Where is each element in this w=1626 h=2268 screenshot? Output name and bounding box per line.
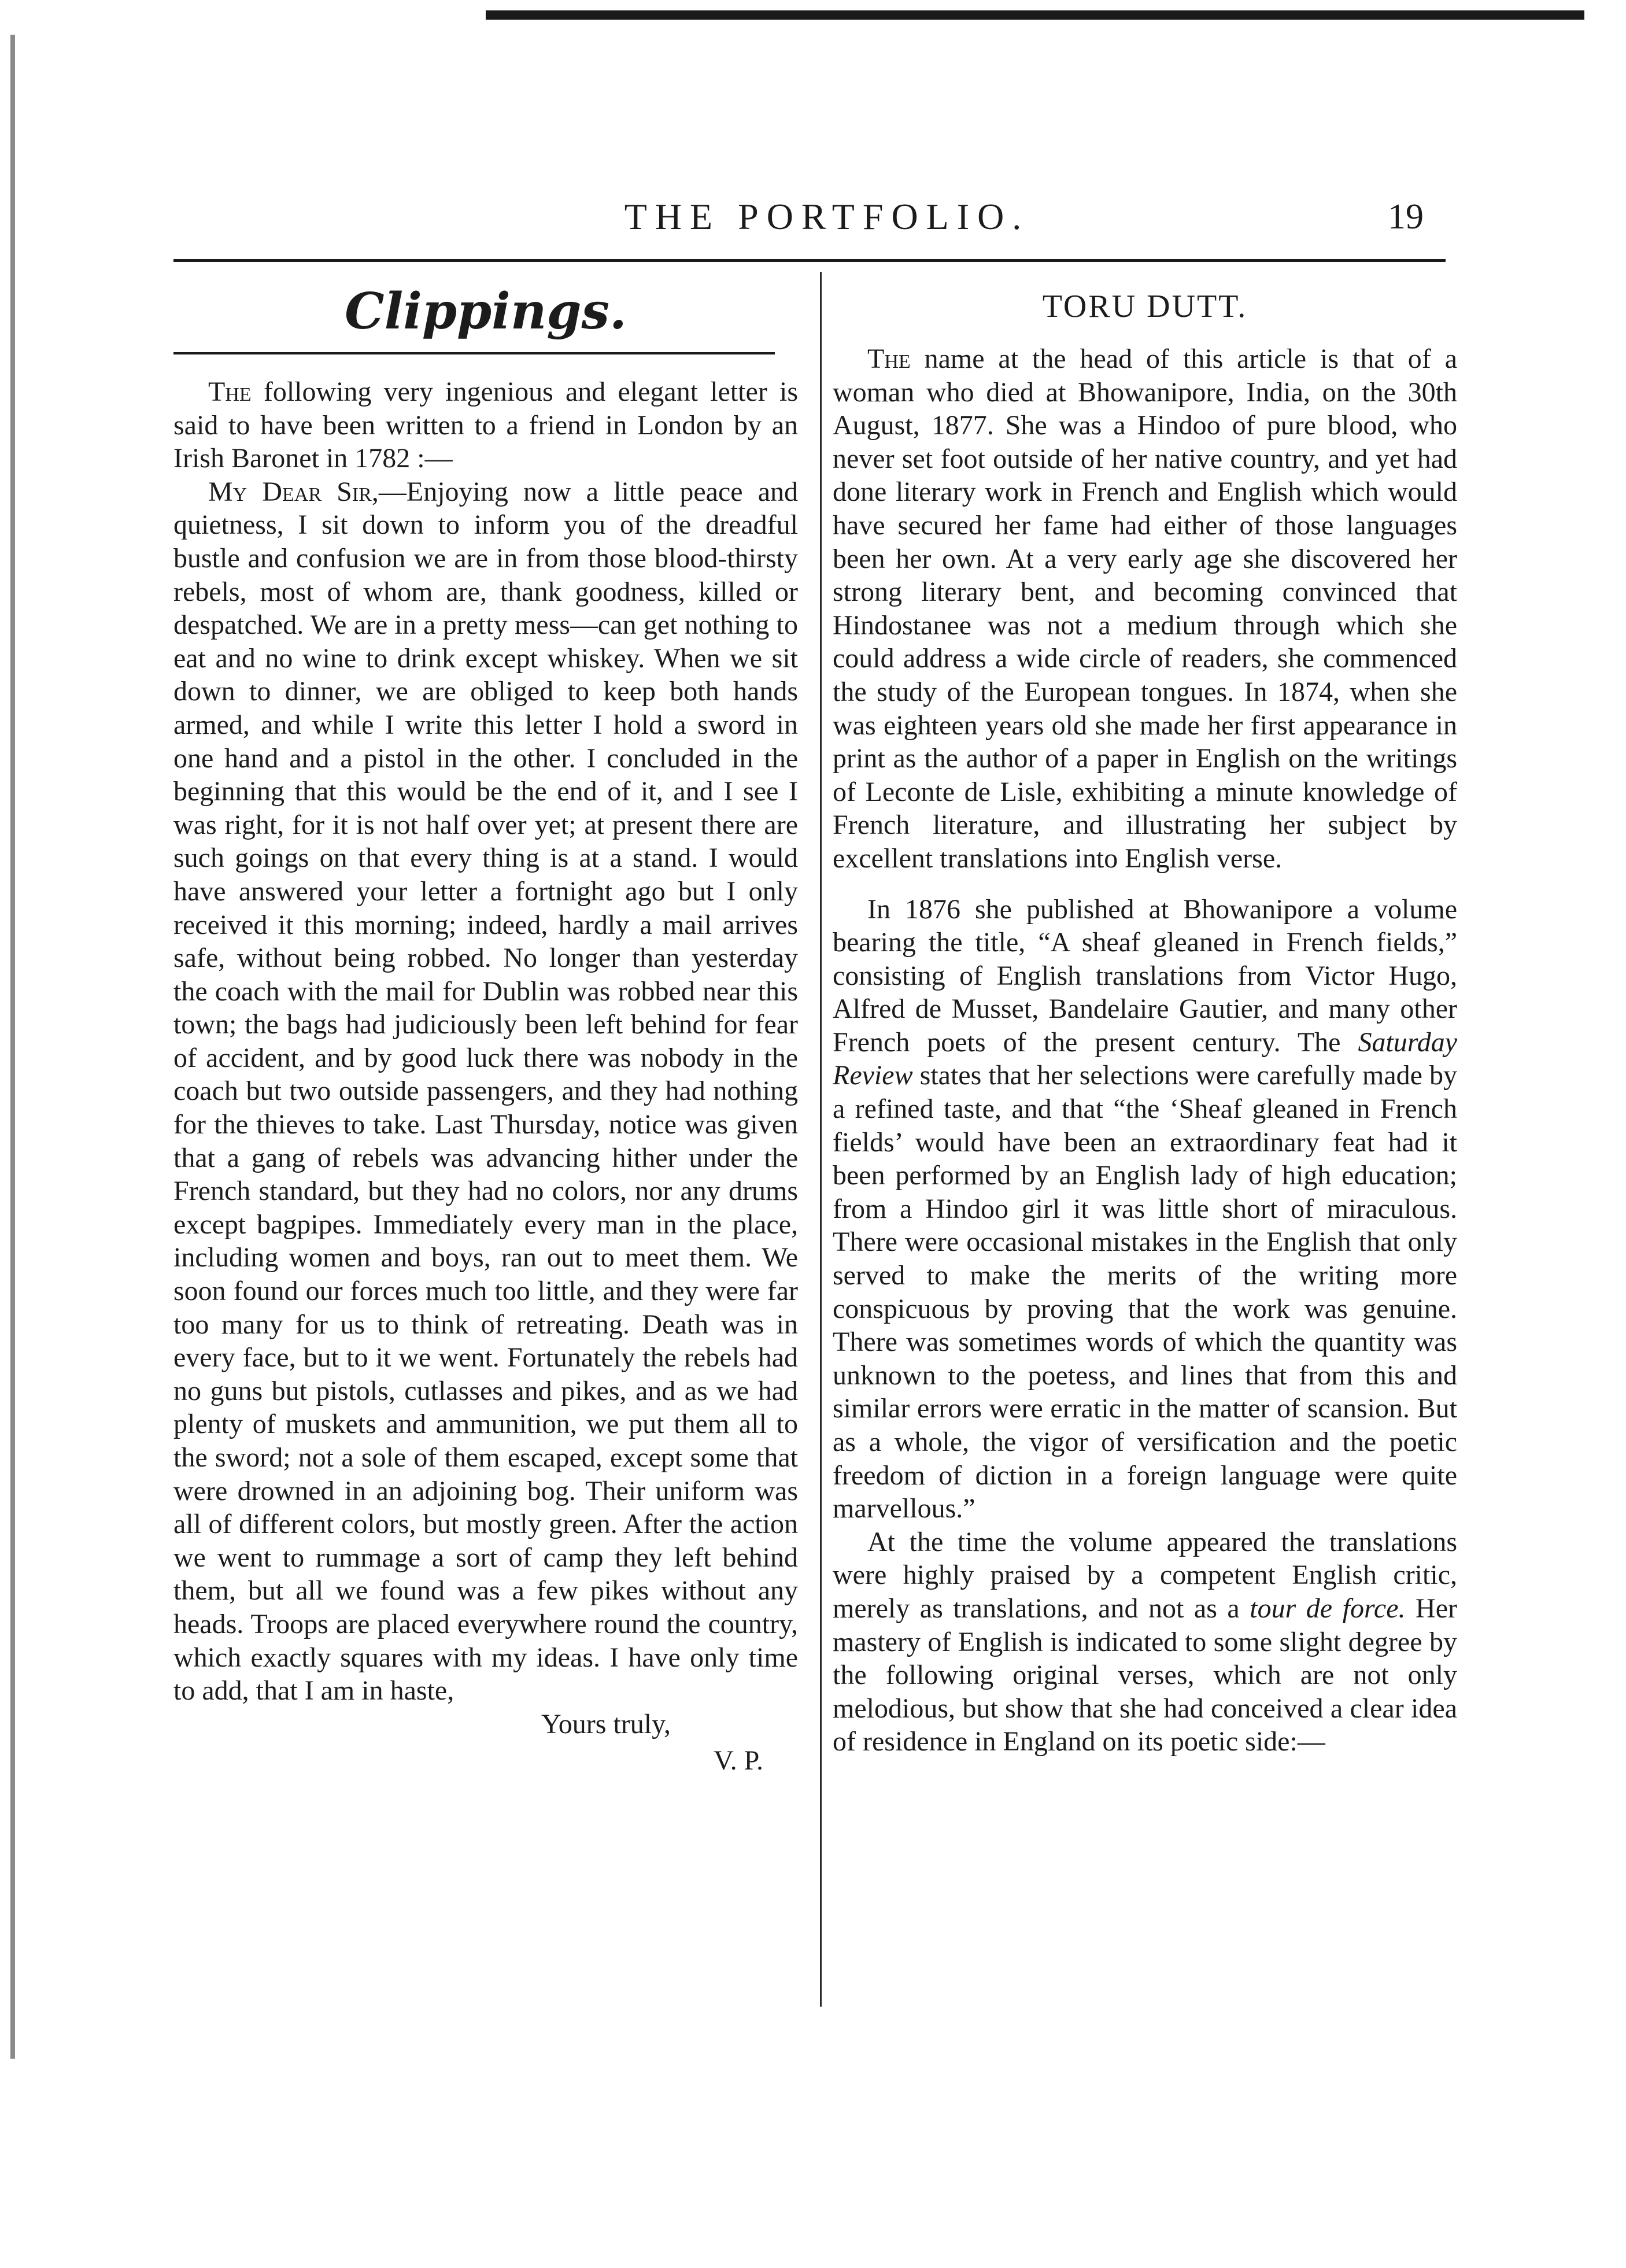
- p1-lead-word: The: [867, 343, 911, 374]
- page-number: 19: [1388, 197, 1424, 237]
- p2-text-a: In 1876 she published at Bhowanipore a volume bearing the title, “A sheaf gleaned in French fields,” consisting of English translations from Victor Hugo, Alfred de Musset, Bandelaire Gautier, and many other French poets of the present century. The: [833, 893, 1457, 1058]
- p3-italic-phrase: tour de force.: [1250, 1593, 1406, 1624]
- letter-text: —Enjoying now a little peace and quietness, I sit down to inform you of the dreadful bustle and confusion we are in from those blood-thirsty rebels, most of whom are, thank goodness, killed or despatched. We are in a pretty mess—can get nothing to eat and no wine to drink except whiskey. When we sit down to dinner, we are obliged to keep both hands armed, and while I write this letter I hold a sword in one hand and a pistol in the other. I concluded in the beginning that this would be the end of it, and I see I was right, for it is not half over yet; at present there are such goings on that every thing is at a stand. I would have answered your letter a fortnight ago but I only received it this morning; indeed, hardly a mail arrives safe, without being robbed. No longer than yesterday the coach with the mail for Dublin was robbed near this town; the bags had judiciously been left behind for fear of accident, and by good luck there was nobody in the coach but two outside passengers, and they had nothing for the thieves to take. Last Thursday, notice was given that a gang of rebels was advancing hither under the French standard, but they had no colors, nor any drums except bagpipes. Immediately every man in the place, including women and boys, ran out to meet them. We soon found our forces much too little, and they were far too many for us to think of retreating. Death was in every face, but to it we went. Fortunately the rebels had no guns but pistols, cutlasses and pikes, and as we had plenty of muskets and ammunition, we put them all to the sword; not a sole of them escaped, except some that were drowned in an adjoining bog. Their uniform was all of different colors, but mostly green. After the action we went to rummage a sort of camp they left behind them, but all we found was a few pikes without any heads. Troops are placed everywhere round the country, which exactly squares with my ideas. I have only time to add, that I am in haste,: [173, 476, 799, 1706]
- left-page-edge: [10, 35, 15, 2059]
- top-border-rule: [486, 10, 1584, 20]
- letter-signature: V. P.: [714, 1745, 763, 1776]
- intro-text: following very ingenious and elegant letter is said to have been written to a friend in London by an Irish Baronet in 1782 :—: [173, 376, 798, 474]
- p2-text-b: states that her selections were carefully made by a refined taste, and that “the ‘Sheaf gleaned in French fields’ would have been an extraordinary feat had it been performed by an English lady of high education; from a Hindoo girl it was little short of miraculous. There were occasional mistakes in the English that only served to make the merits of the writing more conspicuous by proving that the work was genuine. There was sometimes words of which the quantity was unknown to the poetess, and lines that from this and similar errors were erratic in the matter of scansion. But as a whole, the vigor of versification and the poetic freedom of diction in a foreign language were quite marvellous.”: [833, 1060, 1457, 1524]
- running-title: THE PORTFOLIO.: [624, 196, 1030, 237]
- p2-italic-title: Saturday Review: [833, 1026, 1457, 1091]
- intro-lead-word: The: [208, 376, 252, 407]
- toru-dutt-column: [833, 272, 1457, 1759]
- article-paragraph-1: [833, 342, 1457, 876]
- clippings-column: [173, 272, 798, 1778]
- p1-text: name at the head of this article is that of a woman who died at Bhowanipore, India, on the 30th August, 1877. She was a Hindoo of pure blood, who never set foot outside of her native country, and yet had done literary work in French and English which would have secured her fame had either of those languages been her own. At a very early age she discovered her strong literary bent, and becoming convinced that Hindostanee was not a medium through which she could address a wide circle of readers, she commenced the study of the European tongues. In 1874, when she was eighteen years old she made her first appearance in print as the author of a paper in English on the writings of Leconte de Lisle, exhibiting a minute knowledge of French literature, and illustrating her subject by excellent translations into English verse.: [833, 343, 1457, 874]
- header-rule: [173, 259, 1446, 262]
- article-paragraph-2: [833, 893, 1457, 1525]
- p3-text-b: Her mastery of English is indicated to some slight degree by the following original verses, which are not only melodious, but show that she had conceived a clear idea of residence in England on its poetic side:—: [833, 1593, 1457, 1757]
- clippings-rule: [173, 352, 775, 354]
- clippings-heading: Clippings.: [345, 282, 627, 341]
- article-heading: TORU DUTT.: [1042, 289, 1248, 324]
- p3-text-a: At the time the volume appeared the translations were highly praised by a competent English critic, merely as translations, and not as a: [833, 1526, 1457, 1624]
- article-paragraph-3: [833, 1525, 1457, 1759]
- letter-body: [173, 475, 798, 1708]
- letter-salutation: My Dear Sir,: [208, 476, 379, 507]
- letter-closing: Yours truly,: [541, 1708, 671, 1739]
- column-divider: [820, 272, 822, 2007]
- clippings-intro: [173, 375, 798, 475]
